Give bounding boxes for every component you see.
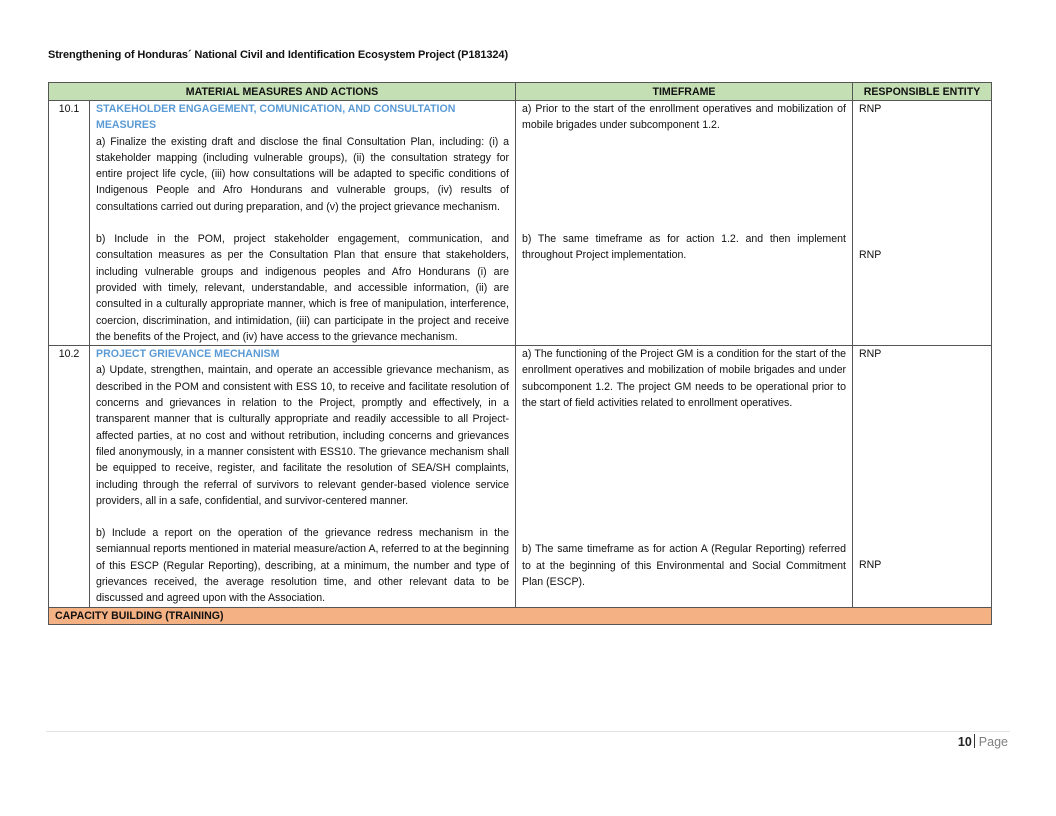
header-responsible: RESPONSIBLE ENTITY: [853, 83, 992, 101]
header-timeframe: TIMEFRAME: [516, 83, 853, 101]
timeframe-text: b) The same timeframe as for action A (Regular Reporting) referred to at the beginning of this Environmental and Social Commitment Plan (ESCP).: [522, 543, 846, 588]
timeframe-text: b) The same timeframe as for action 1.2. and then implement throughout Project implementation.: [522, 232, 846, 261]
table-header-row: [49, 83, 992, 101]
measure-cell: [90, 101, 516, 346]
timeframe-text: a) The functioning of the Project GM is a condition for the start of the enrollment operatives and mobilization of mobile brigades and under subcomponent 1.2. The project GM needs to be operational prior to the start of field activities related to enrollment operatives.: [522, 348, 846, 410]
responsible-cell: [853, 346, 992, 607]
spacer: [859, 117, 985, 247]
table-row: [49, 346, 992, 607]
measure-cell: [90, 346, 516, 607]
section-heading: PROJECT GRIEVANCE MECHANISM: [96, 348, 280, 361]
row-number: 10.1: [49, 101, 90, 346]
page-separator: [974, 734, 975, 748]
capacity-building-label: CAPACITY BUILDING (TRAINING): [49, 607, 992, 624]
page-label: Page: [978, 735, 1008, 749]
responsible-text: RNP: [859, 103, 882, 115]
spacer: [96, 215, 509, 231]
action-text: a) Finalize the existing draft and disclose the final Consultation Plan, including: (i) a stakeholder mapping (including vulnerable groups), (ii) the consultation strategy for entire project life cycle, (iii) how consultations will be adapted to specific conditions of Indigenous People and Afro Hondurans and vulnerable groups, (iv) results of consultations carried out during preparation, and (v) the project grievance mechanism.: [96, 135, 509, 213]
spacer: [96, 509, 509, 525]
timeframe-cell: [516, 101, 853, 346]
spacer: [522, 134, 846, 231]
page-number-footer: [958, 734, 1008, 749]
footer-divider: [46, 731, 1010, 732]
action-text: b) Include in the POM, project stakeholder engagement, communication, and consultation measures as per the Consultation Plan that ensure that stakeholders, including vulnerable groups and indigenous peoples and Afro Hondurans (i) are provided with timely, relevant, understandable, and accessible information, (ii) are consulted in a culturally appropriate manner, which is free of manipulation, interference, coercion, discrimination, and intimidation, (iii) can participate in the project and receive the benefits of the Project, and (iv) have access to the grievance mechanism.: [96, 233, 509, 343]
table-row: [49, 101, 992, 346]
capacity-building-row: [49, 607, 992, 624]
responsible-cell: [853, 101, 992, 346]
document-title: Strengthening of Honduras´ National Civil and Identification Ecosystem Project (P181324): [48, 49, 509, 61]
responsible-text: RNP: [859, 249, 882, 262]
action-text: b) Include a report on the operation of the grievance redress mechanism in the semiannual reports mentioned in material measure/action A, referred to at the beginning of this ESCP (Regular Reporting), describing, at a minimum, the number and type of grievances received, the average resolution time, and other relevant data to be discussed and agreed upon with the Association.: [96, 527, 509, 605]
header-measures: MATERIAL MEASURES AND ACTIONS: [49, 83, 516, 101]
page-number: 10: [957, 735, 972, 749]
timeframe-text: a) Prior to the start of the enrollment operatives and mobilization of mobile brigades under subcomponent 1.2.: [522, 103, 846, 132]
action-text: a) Update, strengthen, maintain, and operate an accessible grievance mechanism, as described in the POM and consistent with ESS 10, to receive and facilitate resolution of concerns and grievances in relation to the Project, promptly and effectively, in a transparent manner that is culturally appropriate and readily accessible to all Project-affected parties, at no cost and without retribution, including concerns and grievances filed anonymously, in a manner consistent with ESS10. The grievance mechanism shall be equipped to receive, register, and facilitate the resolution of SEA/SH complaints, including through the referral of survivors to relevant gender-based violence service providers, all in a safe, confidential, and survivor-centered manner.: [96, 364, 509, 507]
timeframe-cell: [516, 346, 853, 607]
spacer: [859, 362, 985, 557]
row-number: 10.2: [49, 346, 90, 607]
section-heading: STAKEHOLDER ENGAGEMENT, COMUNICATION, AND CONSULTATION MEASURES: [96, 103, 456, 132]
responsible-text: RNP: [859, 559, 882, 572]
responsible-text: RNP: [859, 348, 882, 361]
commitment-table: [48, 82, 992, 625]
spacer: [522, 411, 846, 541]
